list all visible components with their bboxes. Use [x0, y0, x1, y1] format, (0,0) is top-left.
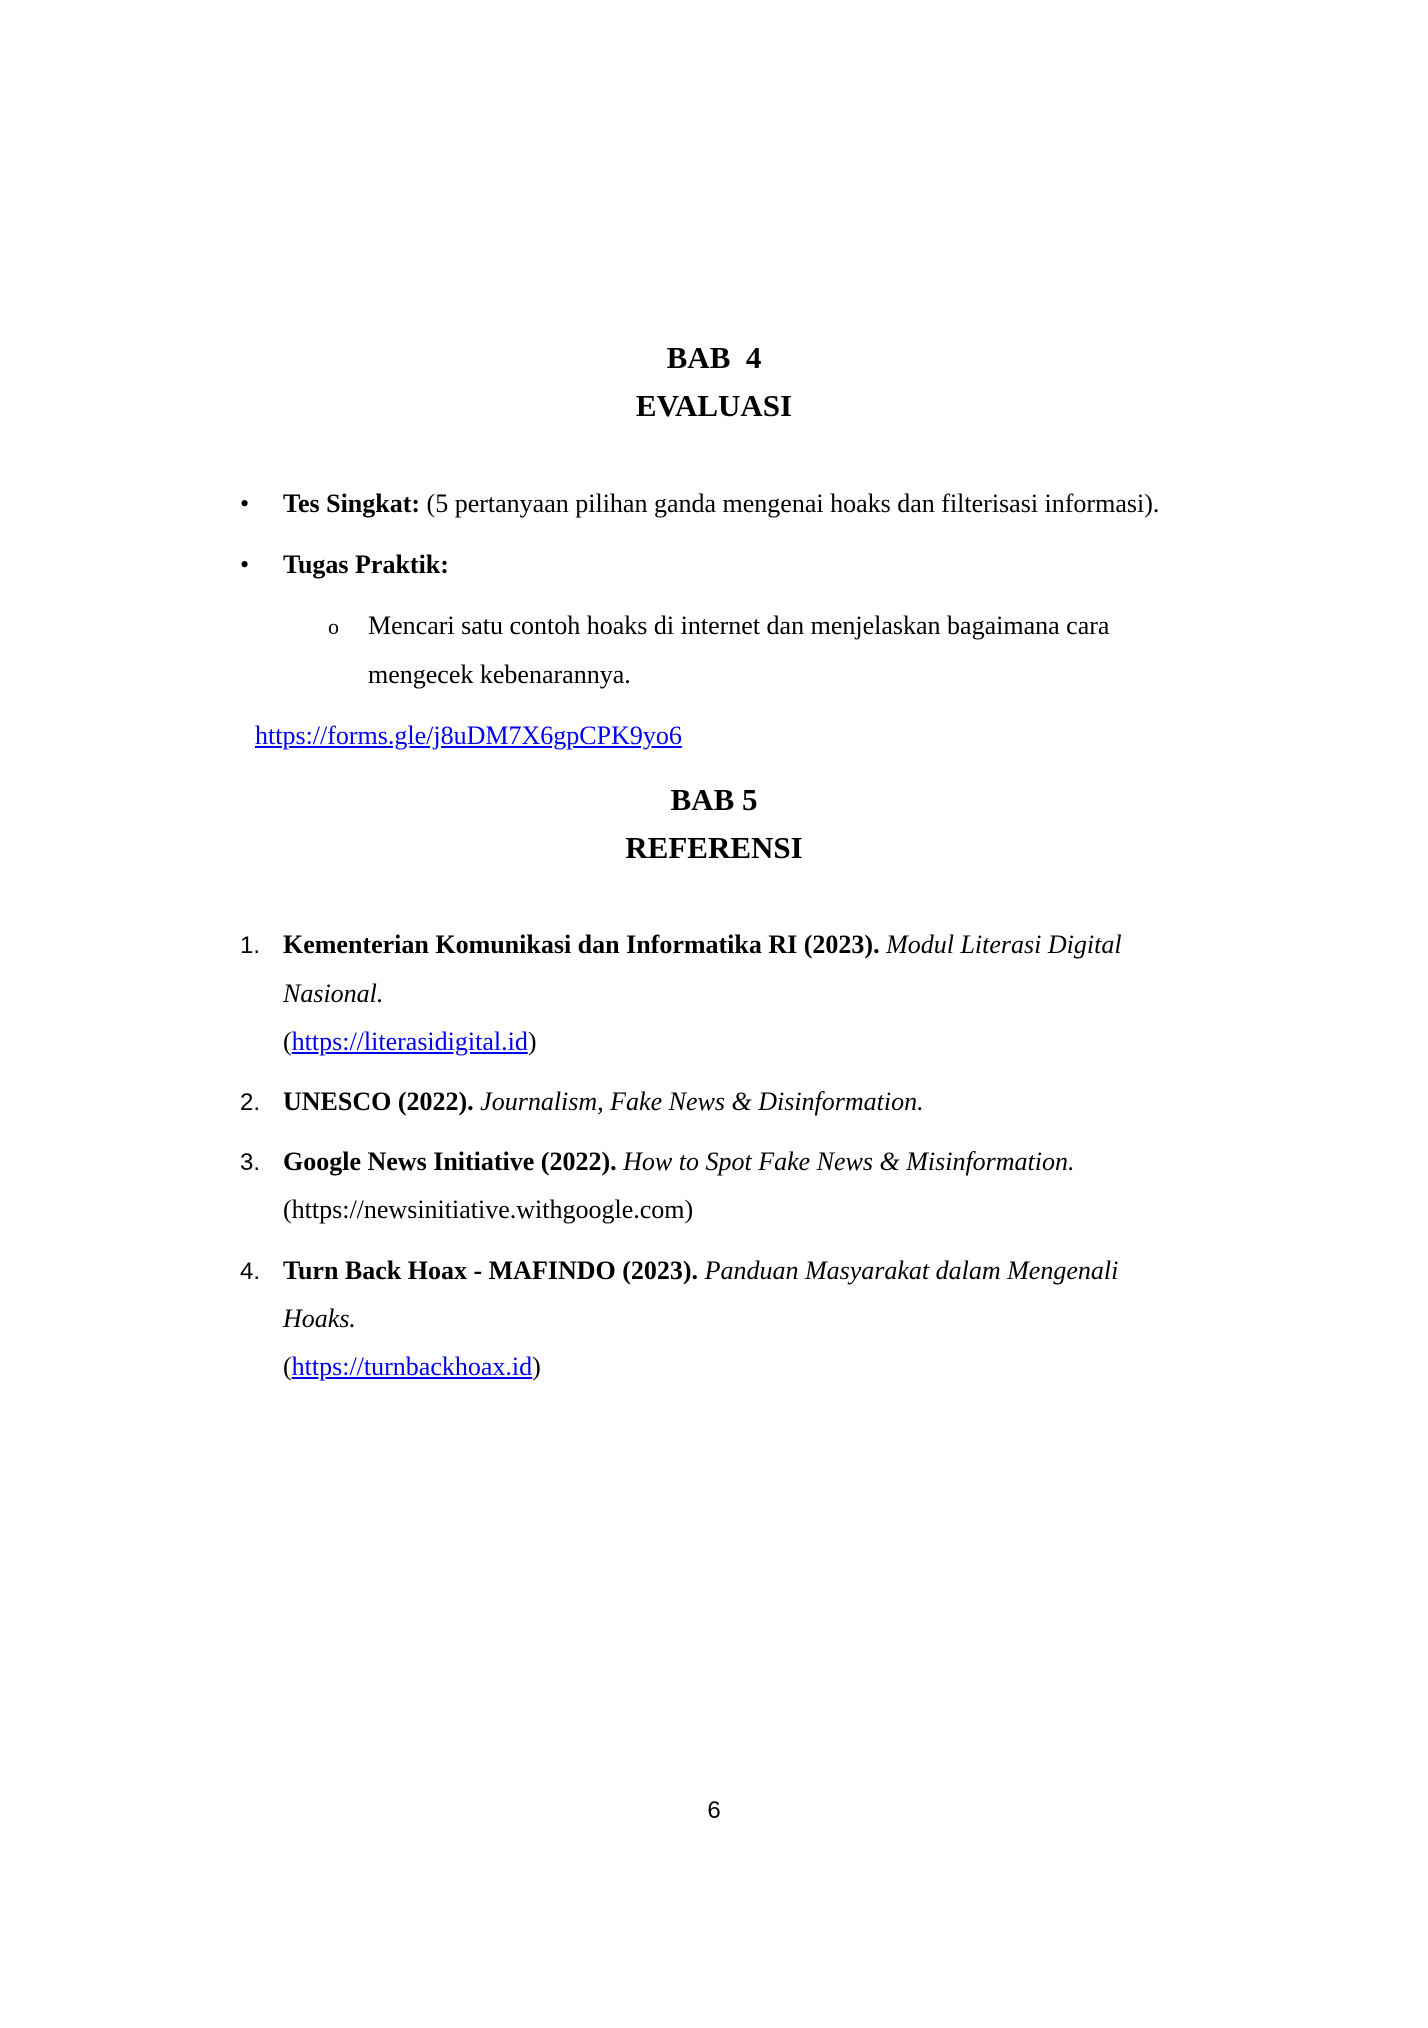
reference-title: How to Spot Fake News & Misinformation. [616, 1147, 1075, 1176]
chapter-4-number: BAB 4 [666, 340, 762, 375]
bullet-dot-icon: • [240, 489, 250, 518]
reference-number: 2. [240, 1089, 261, 1116]
reference-3-line-1 [283, 1146, 1075, 1178]
bullet-dot-icon: • [240, 550, 250, 579]
sub-item-line-1: Mencari satu contoh hoaks di internet dan menjelaskan bagaimana cara [368, 611, 1110, 640]
reference-number: 3. [240, 1149, 261, 1176]
reference-title-cont: Nasional. [283, 979, 384, 1008]
chapter-4-title: EVALUASI [635, 388, 793, 423]
sub-bullet-circle-icon: o [328, 614, 339, 639]
page-number: 6 [707, 1797, 721, 1824]
reference-1-url-line [283, 1026, 537, 1058]
list-item-label: Tes Singkat: [283, 489, 421, 518]
form-link[interactable] [255, 720, 682, 752]
list-item-tugas-praktik [283, 549, 449, 581]
paren-close: ) [532, 1352, 541, 1381]
reference-title: Panduan Masyarakat dalam Mengenali [698, 1256, 1119, 1285]
paren-open: ( [283, 1352, 292, 1381]
reference-4-line-1 [283, 1255, 1118, 1287]
reference-3-url-plain: (https://newsinitiative.withgoogle.com) [283, 1195, 694, 1224]
list-item-label: Tugas Praktik: [283, 550, 449, 579]
reference-2-line-1 [283, 1086, 924, 1118]
reference-number: 4. [240, 1258, 261, 1285]
reference-url-link[interactable]: https://turnbackhoax.id [291, 1352, 533, 1381]
list-item-tes-singkat [283, 488, 1159, 520]
reference-4-url-line [283, 1351, 541, 1383]
reference-url-link[interactable]: https://literasidigital.id [291, 1027, 528, 1056]
chapter-5-number: BAB 5 [670, 782, 758, 817]
reference-title: Modul Literasi Digital [879, 930, 1122, 959]
reference-title: Journalism, Fake News & Disinformation. [473, 1087, 924, 1116]
paren-close: ) [527, 1027, 537, 1056]
reference-author: Kementerian Komunikasi dan Informatika RI (2023). [283, 930, 880, 959]
chapter-5-title: REFERENSI [625, 830, 803, 865]
reference-1-line-2 [283, 978, 383, 1010]
reference-number: 1. [240, 932, 261, 959]
reference-1-line-1 [283, 929, 1122, 961]
list-item-text: (5 pertanyaan pilihan ganda mengenai hoaks dan filterisasi informasi). [420, 489, 1160, 518]
paren-open: ( [283, 1027, 292, 1056]
reference-author: UNESCO (2022). [283, 1087, 474, 1116]
form-link-text[interactable]: https://forms.gle/j8uDM7X6gpCPK9yo6 [255, 721, 682, 750]
reference-title-cont: Hoaks. [283, 1304, 356, 1333]
reference-author: Google News Initiative (2022). [283, 1147, 617, 1176]
sub-item-line-2: mengecek kebenarannya. [368, 660, 631, 689]
reference-author: Turn Back Hoax - MAFINDO (2023). [283, 1256, 699, 1285]
reference-4-line-2 [283, 1303, 356, 1335]
